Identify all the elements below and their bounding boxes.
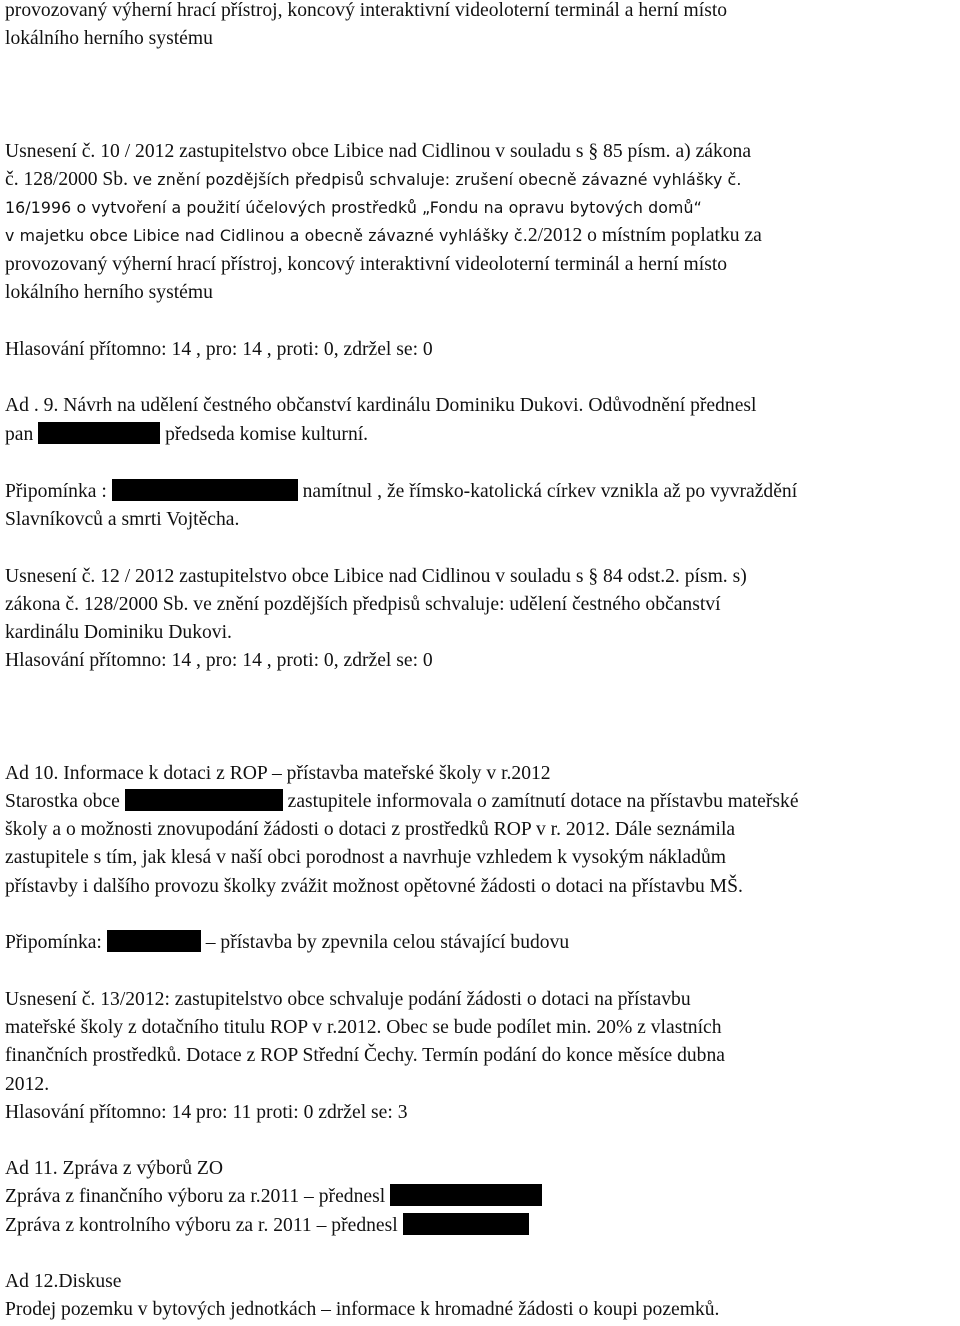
text-span: Zpráva z kontrolního výboru za r. 2011 – přednesl: [5, 1215, 398, 1236]
redaction-block: [390, 1184, 542, 1206]
text-span: předseda komise kulturní.: [165, 424, 369, 445]
vote-line: Hlasování přítomno: 14 , pro: 14 , proti: 0, zdržel se: 0: [5, 339, 433, 360]
text-span: ve znění pozdějších předpisů schvaluje: udělení čestného občanství: [193, 594, 721, 615]
text-span: Zpráva z finančního výboru za r.2011 – přednesl: [5, 1186, 386, 1207]
text-line: lokálního herního systému: [5, 28, 213, 49]
section-heading: Ad . 9. Návrh na udělení čestného občanství kardinálu Dominiku Dukovi. Odůvodnění přednesl: [5, 395, 757, 416]
text-span: – přístavba by zpevnila celou stávající budovu: [205, 932, 570, 953]
text-line: kardinálu Dominiku Dukovi.: [5, 622, 232, 643]
text-line: 2012.: [5, 1074, 50, 1095]
text-line: 16/1996 o vytvoření a použití účelových prostředků „Fondu na opravu bytových domů“: [5, 198, 702, 217]
text-span: č. 128/2000 Sb.: [5, 169, 129, 190]
text-span: 2/2012 o místním poplatku za: [527, 225, 762, 246]
section-heading: Ad 11. Zpráva z výborů ZO: [5, 1158, 224, 1179]
text-span: pan: [5, 424, 34, 445]
text-line: [5, 1213, 529, 1239]
text-line: [5, 223, 762, 249]
redaction-block: [107, 930, 201, 952]
text-line: školy a o možnosti znovupodání žádosti o dotaci z prostředků ROP v r. 2012. Dále seznámila: [5, 819, 736, 840]
text-span: v majetku obce Libice nad Cidlinou a obecně závazné vyhlášky č.: [5, 226, 528, 245]
redaction-block: [112, 479, 298, 501]
redaction-block: [125, 789, 283, 811]
text-line: Prodej pozemku v bytových jednotkách – informace k hromadné žádosti o koupi pozemků.: [5, 1299, 720, 1320]
text-line: zastupitele s tím, jak klesá v naší obci porodnost a navrhuje vzhledem k vysokým nákladům: [5, 847, 726, 868]
text-line: [5, 789, 799, 815]
text-span: namítnul , že římsko-katolická církev vznikla až po vyvraždění: [302, 481, 798, 502]
text-line: Usnesení č. 12 / 2012 zastupitelstvo obce Libice nad Cidlinou v souladu s § 84 odst.2. písm. s): [5, 566, 747, 587]
vote-line: Hlasování přítomno: 14 , pro: 14 , proti: 0, zdržel se: 0: [5, 650, 433, 671]
text-span: zákona č. 128/2000 Sb.: [5, 594, 189, 615]
text-span: Připomínka:: [5, 932, 102, 953]
text-span: ve znění pozdějších předpisů schvaluje: zrušení obecně závazné vyhlášky č.: [132, 170, 742, 189]
text-line: Usnesení č. 13/2012: zastupitelstvo obce schvaluje podání žádosti o dotaci na přístavbu: [5, 989, 691, 1010]
text-line: lokálního herního systému: [5, 282, 213, 303]
text-line: Slavníkovců a smrti Vojtěcha.: [5, 509, 240, 530]
text-line: provozovaný výherní hrací přístroj, koncový interaktivní videoloterní terminál a herní místo: [5, 254, 728, 275]
text-line: [5, 479, 797, 505]
text-line: finančních prostředků. Dotace z ROP Střední Čechy. Termín podání do konce měsíce dubna: [5, 1045, 725, 1066]
section-heading: Ad 12.Diskuse: [5, 1271, 122, 1292]
text-line: Usnesení č. 10 / 2012 zastupitelstvo obce Libice nad Cidlinou v souladu s § 85 písm. a) zákona: [5, 141, 752, 162]
text-span: Připomínka :: [5, 481, 107, 502]
text-line: [5, 592, 721, 618]
text-line: provozovaný výherní hrací přístroj, koncový interaktivní videoloterní terminál a herní místo: [5, 0, 728, 21]
text-line: přístavby i dalšího provozu školky zvážit možnost opětovné žádosti o dotaci na přístavbu MŠ.: [5, 876, 743, 897]
text-line: mateřské školy z dotačního titulu ROP v r.2012. Obec se bude podílet min. 20% z vlastních: [5, 1017, 722, 1038]
text-line: [5, 930, 569, 956]
redaction-block: [403, 1213, 529, 1235]
section-heading: Ad 10. Informace k dotaci z ROP – přístavba mateřské školy v r.2012: [5, 763, 551, 784]
text-line: [5, 167, 741, 193]
text-line: [5, 1184, 542, 1210]
vote-line: Hlasování přítomno: 14 pro: 11 proti: 0 zdržel se: 3: [5, 1102, 408, 1123]
redaction-block: [38, 422, 160, 444]
text-line: [5, 422, 368, 448]
text-span: Starostka obce: [5, 791, 120, 812]
text-span: zastupitele informovala o zamítnutí dotace na přístavbu mateřské: [287, 791, 799, 812]
